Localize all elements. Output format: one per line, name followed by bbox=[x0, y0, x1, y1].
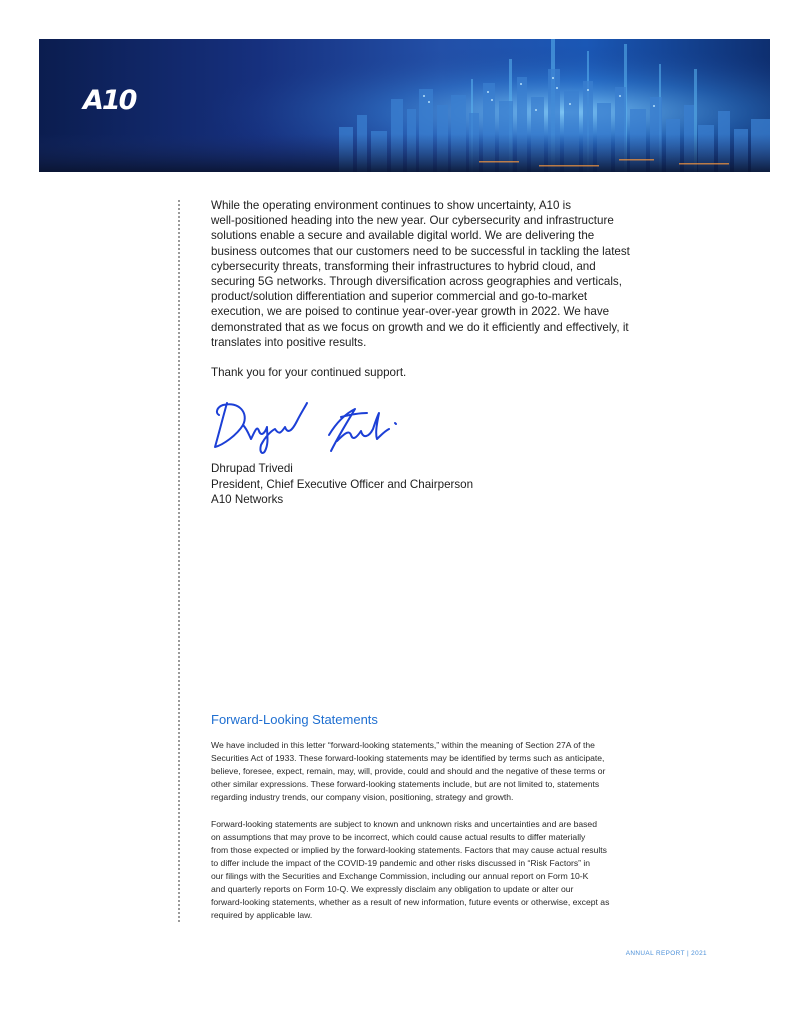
signatory-company: A10 Networks bbox=[211, 493, 284, 507]
signatory-name: Dhrupad Trivedi bbox=[211, 462, 293, 476]
dotted-divider bbox=[178, 200, 180, 922]
page-footer: ANNUAL REPORT | 2021 bbox=[625, 950, 707, 957]
city-skyline-image bbox=[39, 39, 770, 172]
forward-looking-paragraph-1: We have included in this letter “forward-looking statements,” within the meaning of Section 27A of the Securities Act of 1933. These forward-looking statements may be identified by terms such as anticipate, believe, foresee, expect, remain, may, will, provide, could and should and the negative of these terms or other similar expressions. These forward-looking statements include, but are not limited to, statements regarding industry trends, our company vision, positioning, strategy and growth. bbox=[211, 740, 606, 802]
letter-closing: Thank you for your continued support. bbox=[211, 366, 407, 380]
letter-paragraph: While the operating environment continues to show uncertainty, A10 is well-positioned heading into the new year. Our cybersecurity and infrastructure solutions enable a secure and available digital world. We are delivering the business outcomes that our customers need to be successful in tackling the latest cybersecurity threats, transforming their infrastructures to hybrid cloud, and securing 5G networks. Through diversification across geographies and verticals, product/solution differentiation and superior commercial and go-to-market execution, we are poised to continue year-over-year growth in 2022. We have demonstrated that as we focus on growth and we do it efficiently and effectively, it translates into positive results. bbox=[211, 199, 630, 349]
signatory-title: President, Chief Executive Officer and Chairperson bbox=[211, 477, 474, 491]
a10-logo: A10 bbox=[83, 85, 136, 116]
letter-body bbox=[211, 198, 711, 508]
header-banner bbox=[39, 39, 770, 172]
forward-looking-paragraph-2: Forward-looking statements are subject to known and unknown risks and uncertainties and are based on assumptions that may prove to be incorrect, which could cause actual results to differ materially from those expected or implied by the forward-looking statements. Factors that may cause actual results to differ include the impact of the COVID-19 pandemic and other risks discussed in “Risk Factors” in our filings with the Securities and Exchange Commission, including our annual report on Form 10-K and quarterly reports on Form 10-Q. We expressly disclaim any obligation to update or alter our forward-looking statements, whether as a result of new information, future events or otherwise, except as required by applicable law. bbox=[211, 819, 610, 920]
handwritten-signature bbox=[209, 395, 409, 459]
forward-looking-heading: Forward-Looking Statements bbox=[211, 712, 378, 727]
